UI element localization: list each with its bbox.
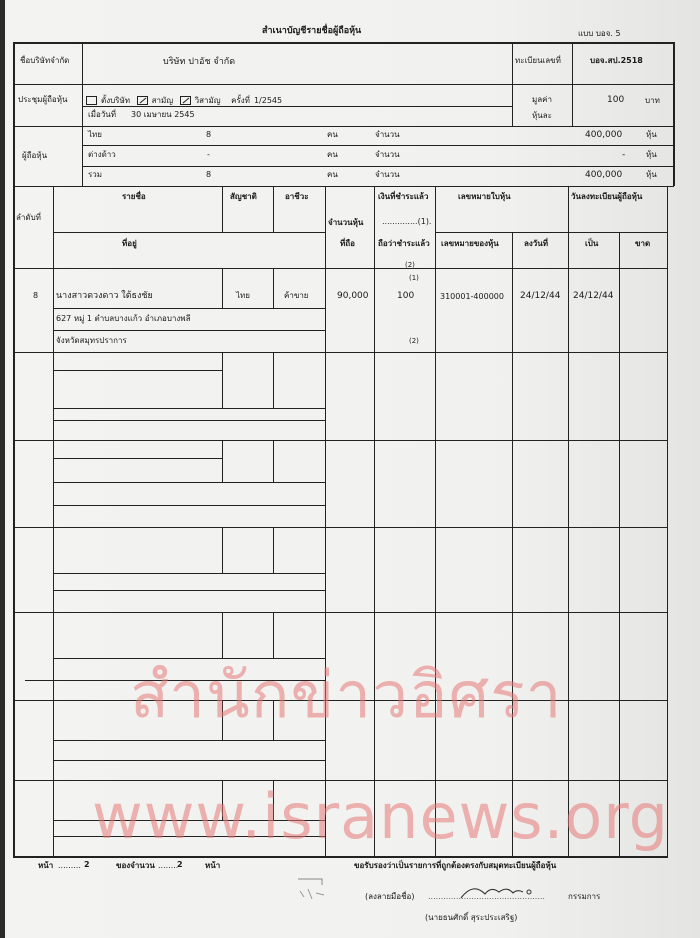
grid-line (53, 760, 325, 761)
meeting-label: ประชุมผู้ถือหุ้น (18, 95, 68, 104)
header-address: ที่อยู่ (122, 239, 137, 248)
grid-line (13, 440, 668, 441)
row-name: นางสาวดวงดาว ใต้ธงชัย (56, 291, 153, 301)
shareholders-label: ผู้ถือหุ้น (22, 151, 48, 160)
header-name: รายชื่อ (122, 192, 146, 201)
header-cert-date: ลงวันที่ (524, 239, 549, 248)
session-value: 1/2545 (253, 96, 283, 105)
grid-line (53, 458, 222, 459)
holder-count-unit: คน (327, 150, 338, 159)
header-paid-4: (2) (405, 261, 415, 269)
par-value-label-2: หุ้นละ (532, 111, 552, 120)
grid-line (273, 186, 274, 232)
grid-line (273, 780, 274, 820)
option-ordinary-label: สามัญ (151, 96, 174, 105)
header-occupation: อาชีวะ (285, 192, 309, 201)
sign-dots: .............................................. (428, 892, 545, 901)
session-label: ครั้งที่ (231, 96, 250, 105)
option-extraordinary-label: วิสามัญ (194, 96, 221, 105)
grid-line (13, 186, 674, 187)
grid-line (512, 42, 513, 126)
grid-line (222, 780, 223, 820)
checkbox-extraordinary[interactable] (180, 96, 191, 105)
grid-line (273, 440, 274, 482)
grid-line (222, 186, 223, 232)
header-paid-2: ..............(1). (382, 217, 432, 226)
footer-total-value: 2 (177, 860, 183, 869)
holder-type-total: รวม (88, 170, 103, 179)
form-code: แบบ บอจ. 5 (578, 29, 621, 38)
header-paid-3: ถือว่าชำระแล้ว (378, 239, 430, 248)
signer-name: (นายธนศักดิ์ สุระประเสริฐ) (425, 913, 518, 922)
checkbox-founding[interactable] (86, 96, 97, 105)
signature-icon (455, 880, 565, 902)
grid-line (53, 836, 325, 837)
grid-line (13, 700, 668, 701)
row-shares: 90,000 (337, 291, 369, 301)
footer-total-dots: ........ (158, 861, 179, 870)
row-reg-in: 24/12/44 (573, 291, 614, 301)
header-seq: ลำดับที่ (16, 213, 41, 222)
header-nationality: สัญชาติ (230, 192, 257, 201)
holder-shares-unit: หุ้น (646, 170, 657, 179)
grid-line (53, 590, 325, 591)
par-value-unit: บาท (645, 96, 660, 105)
row-occupation: ค้าขาย (284, 291, 309, 300)
company-name: บริษัท ปาอัช จำกัด (163, 57, 236, 67)
footer-page-label: หน้า (38, 861, 54, 870)
grid-line (222, 352, 223, 408)
holder-shares-label: จำนวน (375, 130, 400, 139)
grid-line (53, 420, 325, 421)
document-title: สำเนาบัญชีรายชื่อผู้ถือหุ้น (262, 26, 362, 36)
grid-line (53, 505, 325, 506)
grid-line (53, 740, 325, 741)
grid-line (273, 268, 274, 308)
option-founding-label: ตั้งบริษัท (101, 96, 131, 105)
header-reg-in: เป็น (585, 239, 599, 248)
sign-role: กรรมการ (568, 892, 601, 901)
grid-line (82, 166, 674, 167)
grid-line (325, 186, 326, 858)
holder-count-thai: 8 (206, 130, 212, 139)
grid-line (13, 42, 15, 858)
grid-line (222, 440, 223, 482)
grid-line (53, 408, 325, 409)
grid-line (222, 612, 223, 658)
grid-line (53, 820, 325, 821)
grid-line (13, 780, 668, 781)
footer-page-dots: ......... (58, 861, 81, 870)
grid-line (568, 186, 569, 858)
registration-number: บอจ.สป.2518 (590, 56, 643, 65)
grid-line (53, 232, 325, 233)
header-cert-group: เลขหมายใบหุ้น (458, 192, 511, 201)
grid-line (273, 612, 274, 658)
grid-line (53, 573, 325, 574)
holder-shares-unit: หุ้น (646, 130, 657, 139)
holder-count-unit: คน (327, 170, 338, 179)
grid-line (435, 232, 668, 233)
company-label: ชื่อบริษัทจำกัด (20, 56, 70, 65)
row-cert-date: 24/12/44 (520, 291, 561, 301)
registration-label: ทะเบียนเลขที่ (515, 56, 561, 65)
row-address-2: จังหวัดสมุทรปราการ (56, 336, 127, 345)
grid-line (572, 42, 573, 126)
meeting-options (86, 94, 286, 107)
watermark-url: www.isranews.org (92, 780, 669, 853)
holder-count-total: 8 (206, 170, 212, 179)
grid-line (222, 527, 223, 573)
holder-count-unit: คน (327, 130, 338, 139)
header-reg-group: วันลงทะเบียนผู้ถือหุ้น (571, 192, 643, 201)
grid-line (13, 612, 668, 613)
grid-line (273, 352, 274, 408)
par-value: 100 (607, 95, 625, 105)
grid-line (512, 232, 513, 858)
holder-shares-unit: หุ้น (646, 150, 657, 159)
grid-line (82, 145, 674, 146)
holder-shares-total: 400,000 (585, 170, 623, 180)
grid-line (13, 268, 668, 269)
grid-line (667, 186, 668, 858)
footer-page-value: 2 (84, 860, 90, 869)
row-paid: 100 (397, 291, 415, 301)
footer-of-label: ของจำนวน (116, 861, 155, 870)
grid-line (13, 42, 674, 44)
row-paid-mark-1: (1) (409, 274, 419, 282)
grid-line (13, 856, 668, 858)
row-seq: 8 (33, 291, 39, 300)
holder-type-foreign: ต่างด้าว (88, 150, 116, 159)
grid-line (53, 186, 54, 858)
grid-line (13, 352, 668, 353)
row-address-1: 627 หมู่ 1 ตำบลบางแก้ว อำเภอบางพลี (56, 314, 191, 323)
grid-line (25, 680, 325, 681)
holder-shares-thai: 400,000 (585, 130, 623, 140)
grid-line (13, 126, 674, 127)
grid-line (273, 527, 274, 573)
header-shares-2: ที่ถือ (340, 239, 355, 248)
meeting-date-label: เมื่อวันที่ (88, 110, 117, 119)
meeting-date-value: 30 เมษายน 2545 (131, 110, 195, 119)
header-paid-1: เงินที่ชำระแล้ว (378, 192, 429, 201)
par-value-label-1: มูลค่า (532, 95, 553, 104)
grid-line (222, 700, 223, 740)
grid-line (53, 482, 325, 483)
grid-line (374, 186, 375, 858)
grid-line (53, 370, 222, 371)
row-paid-mark-2: (2) (409, 337, 419, 345)
holder-shares-label: จำนวน (375, 170, 400, 179)
header-cert-no: เลขหมายของหุ้น (441, 239, 499, 248)
grid-line (435, 186, 436, 858)
grid-line (673, 42, 675, 186)
holder-count-foreign: - (207, 150, 210, 159)
stamp-icon (290, 875, 330, 909)
grid-line (13, 84, 674, 85)
header-reg-out: ขาด (635, 239, 651, 248)
checkbox-ordinary[interactable] (137, 96, 148, 105)
sign-label: (ลงลายมือชื่อ) (365, 892, 415, 901)
grid-line (222, 268, 223, 308)
holder-shares-foreign: - (622, 150, 626, 160)
header-shares-1: จำนวนหุ้น (328, 218, 364, 227)
certify-text: ขอรับรองว่าเป็นรายการที่ถูกต้องตรงกับสมุดทะเบียนผู้ถือหุ้น (354, 861, 557, 870)
grid-line (53, 330, 325, 331)
grid-line (619, 232, 620, 858)
footer-total-label: หน้า (205, 861, 221, 870)
holder-type-thai: ไทย (88, 130, 102, 139)
grid-line (53, 308, 325, 309)
row-nationality: ไทย (236, 291, 250, 300)
row-cert-no: 310001-400000 (440, 292, 504, 301)
holder-shares-label: จำนวน (375, 150, 400, 159)
grid-line (82, 42, 83, 186)
watermark-thai: สำนักข่าวอิศรา (130, 659, 563, 733)
grid-line (273, 700, 274, 740)
scan-edge (0, 0, 5, 938)
grid-line (53, 658, 325, 659)
grid-line (13, 527, 668, 528)
